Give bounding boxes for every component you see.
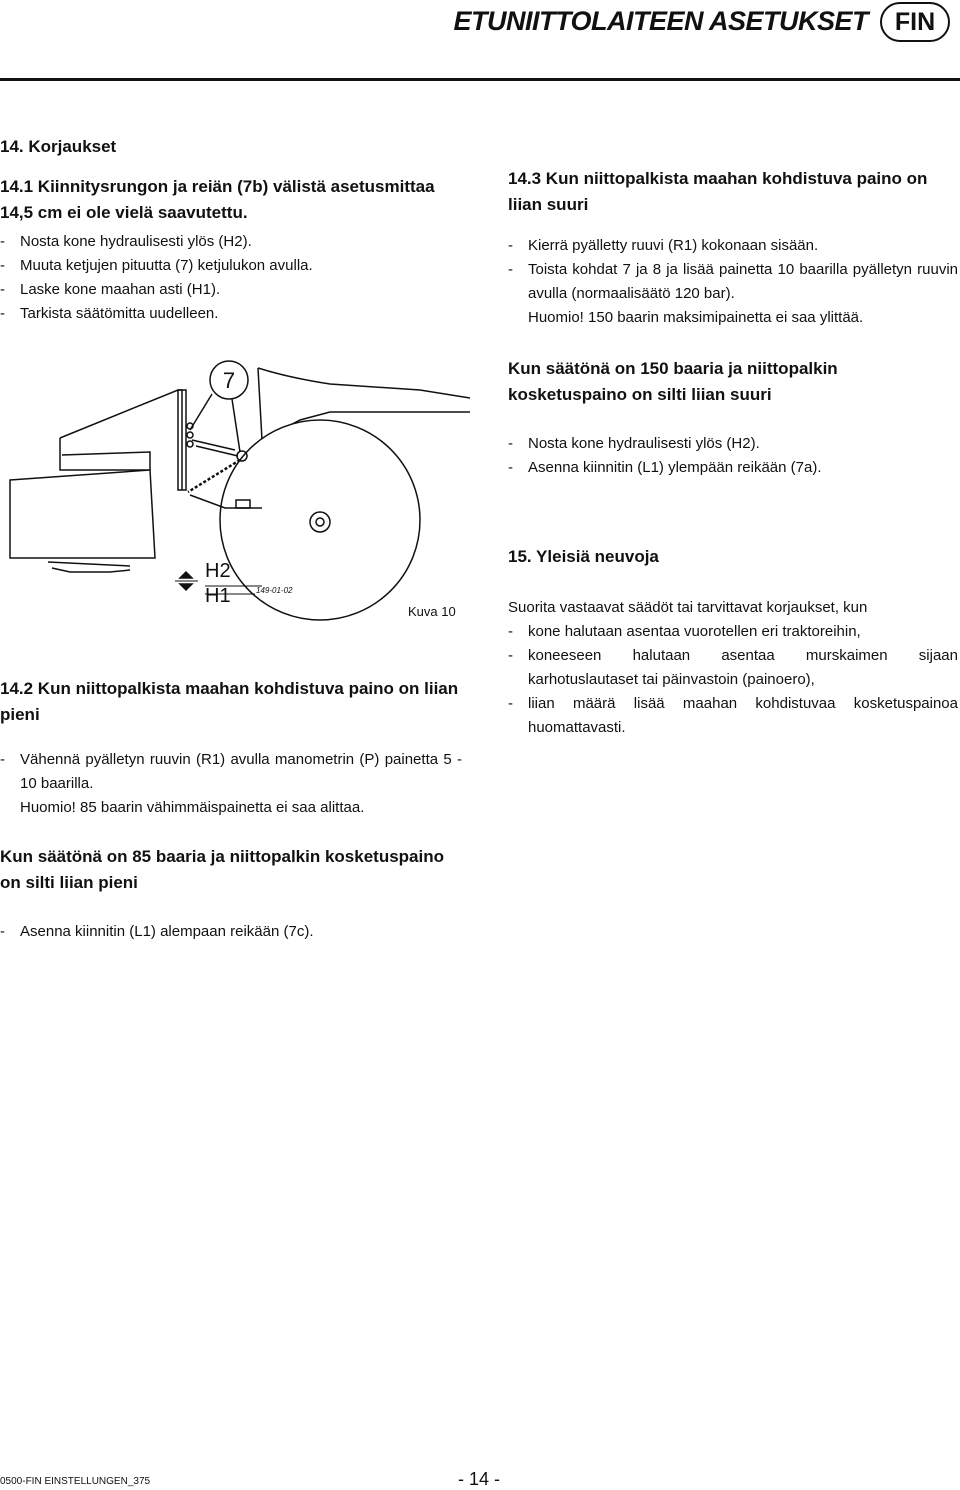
section-14-1-title: 14.1 Kiinnitysrungon ja reiän (7b) välistä asetusmittaa 14,5 cm ei ole vielä saavutettu. [0,177,435,222]
section-14-title: 14. Korjaukset [0,137,117,156]
page-number: - 14 - [458,1469,501,1489]
section-14-2-sublist [0,920,462,944]
list-item: - Asenna kiinnitin (L1) alempaan reikään (7c). [0,923,314,940]
list-item: - Muuta ketjujen pituutta (7) ketjulukon avulla. [0,257,313,274]
list-item: - liian määrä lisää maahan kohdistuvaa kosketuspainoa huomattavasti. [508,695,958,736]
footer-doc-code: 0500-FIN EINSTELLUNGEN_375 [0,1476,151,1487]
language-badge: FIN [880,2,950,42]
section-14-3-list [508,234,958,330]
list-item: - Laske kone maahan asti (H1). [0,281,221,298]
list-item: - Nosta kone hydraulisesti ylös (H2). [0,233,252,250]
list-item: - Tarkista säätömitta uudelleen. [0,305,219,322]
list-item: - kone halutaan asentaa vuorotellen eri traktoreihin, [508,623,861,640]
list-item: - Kierrä pyälletty ruuvi (R1) kokonaan sisään. [508,237,819,254]
section-14 [0,134,462,326]
figure-code: 149-01-02 [256,586,293,595]
section-14-3-subtitle: Kun säätönä on 150 baaria ja niittopalkin kosketuspaino on silti liian suuri [508,359,838,404]
header-rule [0,78,960,81]
section-15-title: 15. Yleisiä neuvoja [508,547,659,566]
note: Huomio! 85 baarin vähimmäispainetta ei saa alittaa. [20,799,365,816]
section-14-3 [508,166,958,480]
figure-caption: Kuva 10 [408,604,456,619]
callout-number: 7 [222,368,236,393]
list-item: - koneeseen halutaan asentaa murskaimen sijaan karhotuslautaset tai päinvastoin (painoero), [508,647,958,688]
section-15-intro: Suorita vastaavat säädöt tai tarvittavat korjaukset, kun [508,599,868,616]
list-item: - Vähennä pyälletyn ruuvin (R1) avulla manometrin (P) painetta 5 - 10 baarilla. [0,751,462,792]
note: Huomio! 150 baarin maksimipainetta ei saa ylittää. [528,309,864,326]
mower-figure [0,360,470,630]
list-item: - Toista kohdat 7 ja 8 ja lisää painetta 10 baarilla pyälletyn ruuvin avulla (normaalisäätö 120 bar). [508,261,958,302]
section-15-list [508,620,958,740]
section-14-2-subtitle: Kun säätönä on 85 baaria ja niittopalkin kosketuspaino on silti liian pieni [0,847,444,892]
list-item: - Nosta kone hydraulisesti ylös (H2). [508,435,760,452]
section-14-1-list [0,230,462,326]
section-14-3-sublist [508,432,958,480]
h1-label: H1 [205,585,231,607]
section-15 [508,544,958,740]
page-header-title: ETUNIITTOLAITEEN ASETUKSET [453,6,868,36]
section-14-2-title: 14.2 Kun niittopalkista maahan kohdistuva paino on liian pieni [0,679,459,724]
section-14-2 [0,676,462,944]
section-14-3-title: 14.3 Kun niittopalkista maahan kohdistuva paino on liian suuri [508,169,928,214]
mower-illustration [0,360,470,630]
h2-label: H2 [205,560,231,582]
section-14-2-list [0,748,462,820]
list-item: - Asenna kiinnitin (L1) ylempään reikään (7a). [508,459,822,476]
